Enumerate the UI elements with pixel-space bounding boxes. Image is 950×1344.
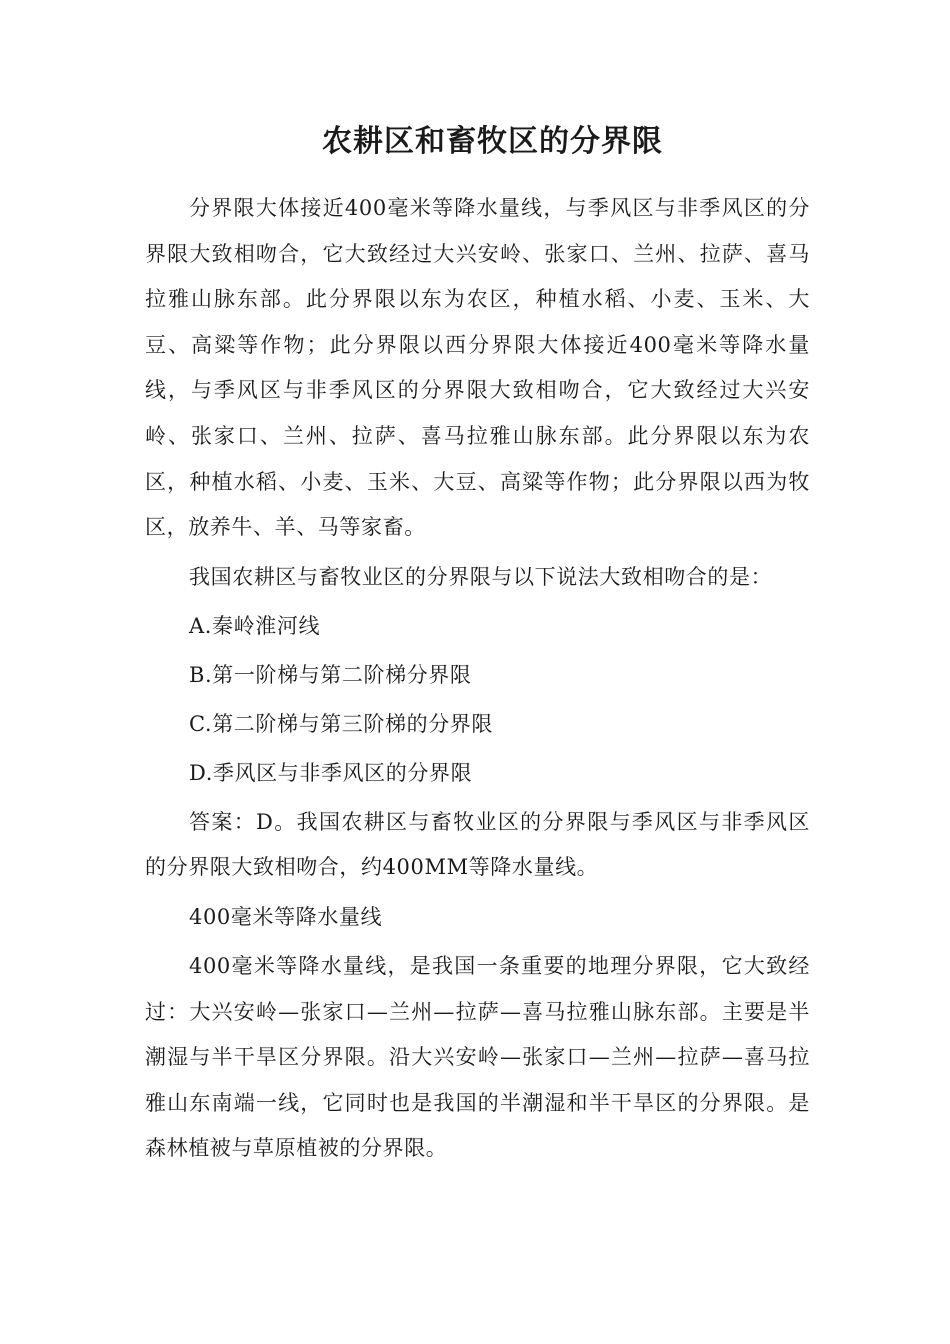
document-title: 农耕区和畜牧区的分界限: [322, 124, 663, 159]
intro-paragraph: 分界限大体接近400毫米等降水量线，与季风区与非季风区的分界限大致相吻合，它大致经过大兴安岭、张家口、兰州、拉萨、喜马拉雅山脉东部。此分界限以东为农区，种植水稻、小麦、玉米、大豆、高粱等作物；此分界限以西分界限大体接近400毫米等降水量线，与季风区与非季风区的分界限大致相吻合，它大致经过大兴安岭、张家口、兰州、拉萨、喜马拉雅山脉东部。此分界限以东为农区，种植水稻、小麦、玉米、大豆、高粱等作物；此分界限以西为牧区，放养牛、羊、马等家畜。: [145, 196, 810, 540]
subheading: 400毫米等降水量线: [189, 904, 383, 929]
option-a: A.秦岭淮河线: [189, 613, 321, 638]
document-page: [145, 118, 810, 1176]
option-b: B.第一阶梯与第二阶梯分界限: [189, 662, 472, 687]
question-paragraph: 我国农耕区与畜牧业区的分界限与以下说法大致相吻合的是：: [189, 564, 773, 589]
closing-paragraph: 400毫米等降水量线，是我国一条重要的地理分界限，它大致经过：大兴安岭—张家口—兰州—拉萨—喜马拉雅山脉东部。主要是半潮湿与半干旱区分界限。沿大兴安岭—张家口—兰州—拉萨—喜马拉雅山东南端一线，它同时也是我国的半潮湿和半干旱区的分界限。是森林植被与草原植被的分界限。: [145, 953, 810, 1161]
answer-paragraph: 答案：D。我国农耕区与畜牧业区的分界限与季风区与非季风区的分界限大致相吻合，约400MM等降水量线。: [145, 809, 810, 880]
option-d: D.季风区与非季风区的分界限: [189, 760, 473, 785]
answer-options: [145, 604, 810, 796]
option-c: C.第二阶梯与第三阶梯的分界限: [189, 711, 493, 736]
